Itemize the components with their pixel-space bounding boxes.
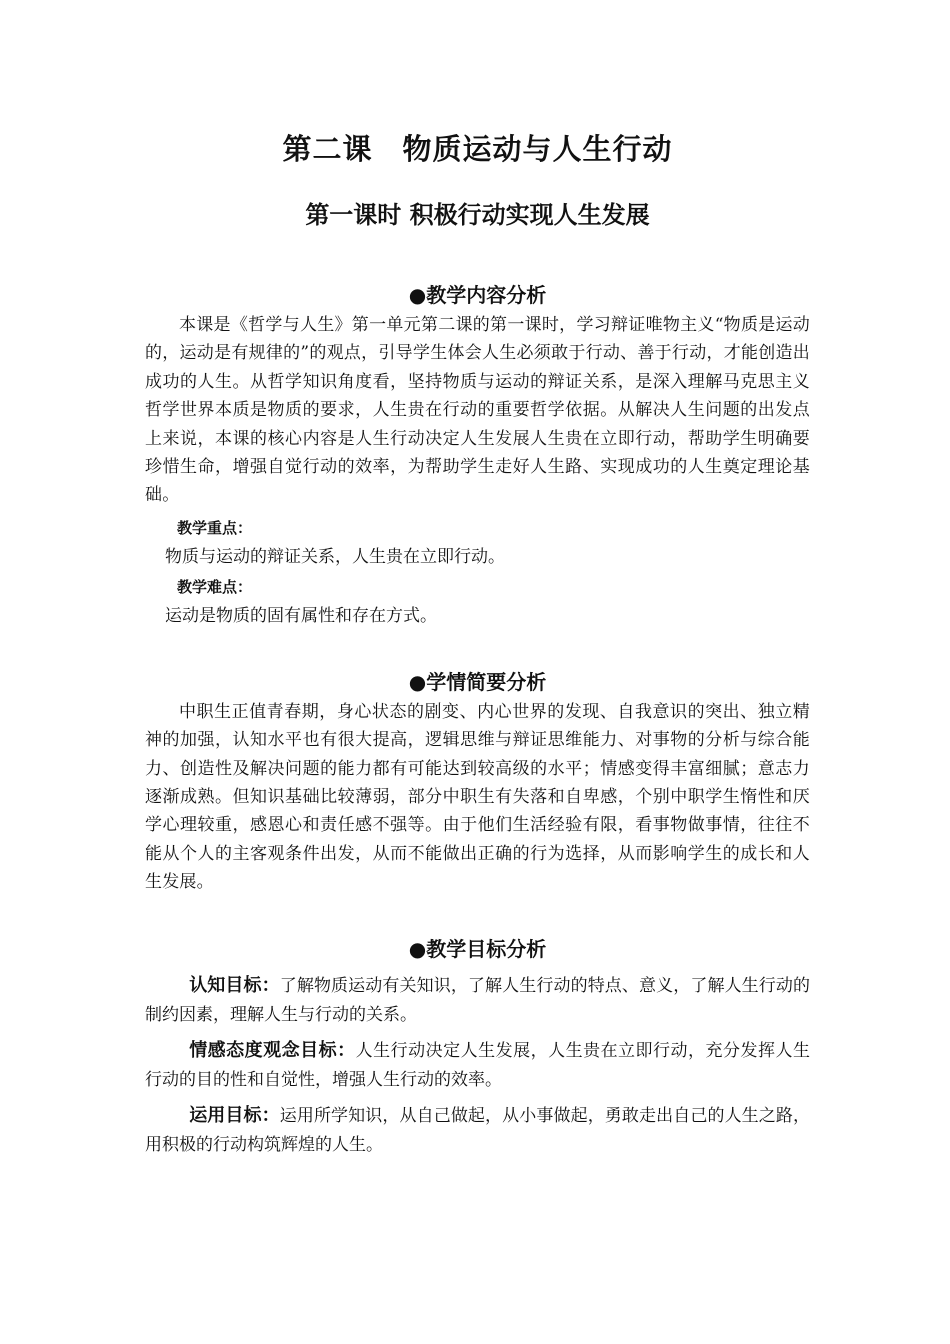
difficulty-label: 教学难点：: [177, 577, 253, 596]
goal-label: 认知目标：: [189, 974, 280, 996]
lesson-subtitle: 第一课时 积极行动实现人生发展: [305, 201, 650, 229]
section-paragraph: 本课是《哲学与人生》第一单元第二课的第一课时，学习辩证唯物主义“物质是运动的，运动是有规律的”的观点，引导学生体会人生必须敢于行动、善于行动，才能创造出成功的人生。从哲学知识角度看，坚持物质与运动的辩证关系，是深入理解马克思主义哲学世界本质是物质的要求，人生贵在行动的重要哲学依据。从解决人生问题的出发点上来说，本课的核心内容是人生行动决定人生发展人生贵在立即行动，帮助学生明确要珍惜生命，增强自觉行动的效率，为帮助学生走好人生路、实现成功的人生奠定理论基础。: [145, 315, 810, 506]
section-heading: ●教学目标分析: [408, 936, 547, 961]
section-content-analysis: [145, 281, 810, 632]
application-goal: [145, 1101, 810, 1160]
difficulty-text: 运动是物质的固有属性和存在方式。: [165, 605, 437, 626]
lesson-title: 第二课 物质运动与人生行动: [282, 132, 673, 166]
section-heading: ●学情简要分析: [408, 669, 547, 694]
goal-text: 了解物质运动有关知识，了解人生行动的特点、意义，了解人生行动的制约因素，理解人生与行动的关系。: [145, 975, 811, 1025]
attitude-goal: [145, 1036, 810, 1095]
goal-label: 情感态度观念目标：: [189, 1039, 356, 1061]
document-body: [145, 128, 810, 1160]
goal-label: 运用目标：: [189, 1104, 280, 1126]
section-heading: ●教学内容分析: [408, 283, 547, 307]
section-student-analysis: [145, 668, 810, 897]
key-point-text: 物质与运动的辩证关系，人生贵在立即行动。: [165, 546, 505, 567]
key-point-label: 教学重点：: [177, 518, 253, 537]
cognitive-goal: [145, 971, 810, 1030]
goal-text: 运用所学知识，从自己做起，从小事做起，勇敢走出自己的人生之路，用积极的行动构筑辉煌的人生。: [145, 1105, 811, 1155]
section-objectives: [145, 935, 810, 1160]
section-paragraph: 中职生正值青春期，身心状态的剧变、内心世界的发现、自我意识的突出、独立精神的加强，认知水平也有很大提高，逻辑思维与辩证思维能力、对事物的分析与综合能力、创造性及解决问题的能力都有可能达到较高级的水平；情感变得丰富细腻；意志力逐渐成熟。但知识基础比较薄弱，部分中职生有失落和自卑感，个别中职学生惰性和厌学心理较重，感恩心和责任感不强等。由于他们生活经验有限，看事物做事情，往往不能从个人的主客观条件出发，从而不能做出正确的行为选择，从而影响学生的成长和人生发展。: [145, 701, 810, 893]
goal-text: 人生行动决定人生发展，人生贵在立即行动，充分发挥人生行动的目的性和自觉性，增强人生行动的效率。: [145, 1040, 811, 1090]
